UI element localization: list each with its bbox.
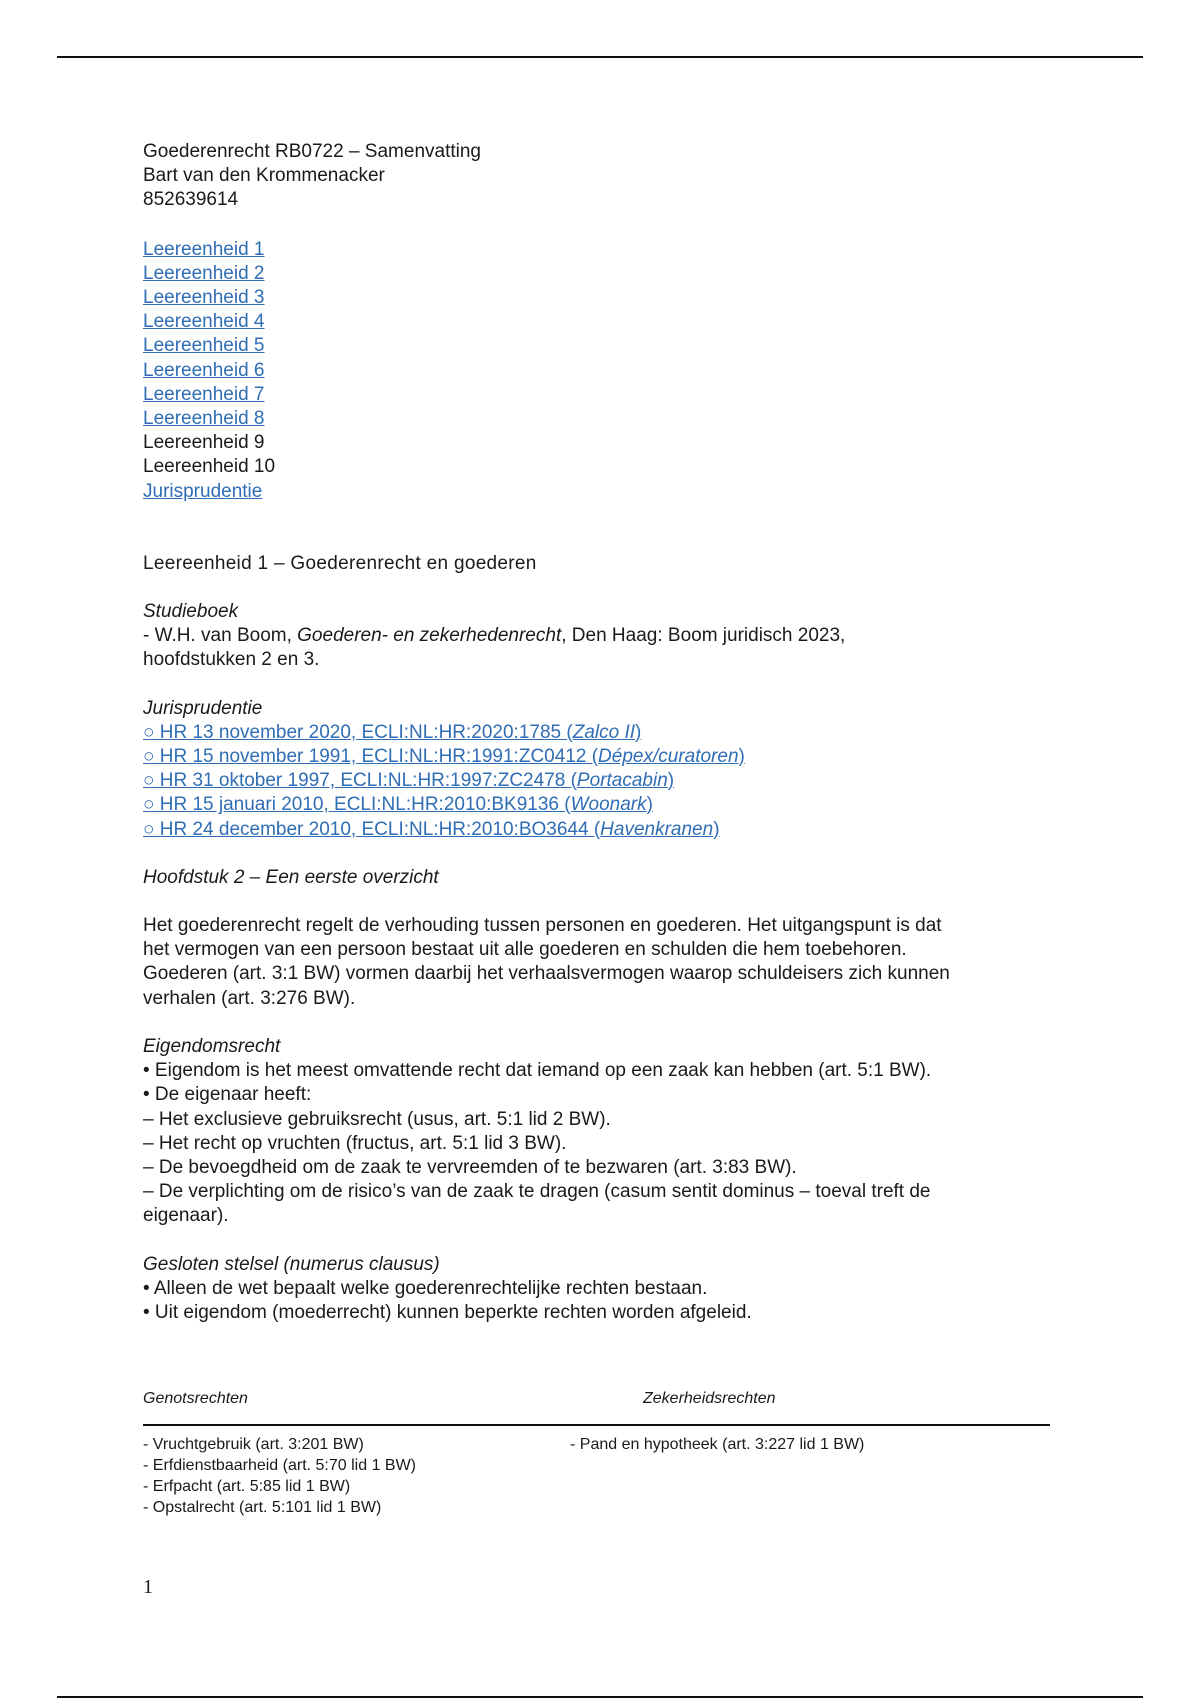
toc-link-leereenheid-8[interactable]: Leereenheid 8 [143,408,265,430]
case-name: Portacabin [576,770,668,792]
case-citation: ○ HR 15 januari 2010, ECLI:NL:HR:2010:BK9136 ( [143,794,571,816]
case-close: ) [738,746,745,768]
case-name: Zalco II [572,721,636,743]
rights-table [143,1390,1050,1516]
studieboek-heading: Studieboek [143,601,239,623]
intro-paragraph [143,914,1063,1011]
case-close: ) [635,721,642,743]
toc-link-leereenheid-2[interactable]: Leereenheid 2 [143,262,265,284]
case-link-woonark[interactable] [143,793,1063,817]
intro-line: Het goederenrecht regelt de verhouding tussen personen en goederen. Het uitgangspunt is dat [143,915,942,937]
case-close: ) [667,770,675,792]
top-rule [57,56,1143,58]
student-number: 852639614 [143,189,239,211]
jurisprudentie-block [143,697,1063,842]
case-citation: ○ HR 24 december 2010, ECLI:NL:HR:2010:BO3644 ( [143,818,601,840]
genotsrechten-column [143,1434,416,1518]
gesloten-stelsel-block [143,1253,1063,1326]
table-cell: - Erfdienstbaarheid (art. 5:70 lid 1 BW) [143,1457,417,1474]
case-link-portacabin[interactable] [143,769,1063,793]
chapter-heading: Hoofdstuk 2 – Een eerste overzicht [143,866,439,888]
author-name: Bart van den Krommenacker [143,165,385,187]
intro-line: het vermogen van een persoon bestaat uit alle goederen en schulden die hem toebehoren. [143,939,907,961]
rights-table-header [143,1390,1050,1426]
jurisprudentie-heading: Jurisprudentie [143,697,263,719]
case-close: ) [646,794,653,816]
eigendomsrecht-line: • Eigendom is het meest omvattende recht dat iemand op een zaak kan hebben (art. 5:1 BW). [143,1060,932,1082]
case-name: Havenkranen [600,818,714,840]
toc-item-leereenheid-10: Leereenheid 10 [143,456,276,478]
gesloten-stelsel-heading: Gesloten stelsel (numerus clausus) [143,1253,440,1275]
document-body [143,140,1063,1325]
table-cell: - Vruchtgebruik (art. 3:201 BW) [143,1436,364,1453]
studieboek-reference [143,624,1063,648]
toc-link-jurisprudentie[interactable]: Jurisprudentie [143,480,263,502]
intro-line: Goederen (art. 3:1 BW) vormen daarbij het verhaalsvermogen waarop schuldeisers zich kunnen [143,963,950,985]
case-name: Dépex/curatoren [598,746,739,768]
eigendomsrecht-line: – De bevoegdheid om de zaak te vervreemden of te bezwaren (art. 3:83 BW). [143,1156,797,1178]
bottom-rule [57,1696,1143,1698]
case-link-depex-curatoren[interactable] [143,745,1063,769]
eigendomsrecht-line: • De eigenaar heeft: [143,1084,312,1106]
case-link-zalco-ii[interactable] [143,721,1063,745]
eigendomsrecht-line: – De verplichting om de risico’s van de zaak te dragen (casum sentit dominus – toeval treft de [143,1181,931,1203]
toc-link-leereenheid-1[interactable]: Leereenheid 1 [143,238,265,260]
toc-item-leereenheid-9: Leereenheid 9 [143,432,265,454]
case-citation: ○ HR 31 oktober 1997, ECLI:NL:HR:1997:ZC2478 ( [143,770,577,792]
studieboek-suffix: , Den Haag: Boom juridisch 2023, [561,625,846,647]
table-of-contents [143,238,1063,504]
eigendomsrecht-line: – Het exclusieve gebruiksrecht (usus, art. 5:1 lid 2 BW). [143,1108,611,1130]
doc-title: Goederenrecht RB0722 – Samenvatting [143,141,481,162]
table-cell: - Pand en hypotheek (art. 3:227 lid 1 BW) [570,1436,865,1453]
gesloten-stelsel-line: • Alleen de wet bepaalt welke goederenrechtelijke rechten bestaan. [143,1277,708,1299]
genotsrechten-header: Genotsrechten [143,1390,248,1407]
zekerheidsrechten-header: Zekerheidsrechten [643,1390,776,1407]
table-cell: - Opstalrecht (art. 5:101 lid 1 BW) [143,1499,382,1516]
gesloten-stelsel-line: • Uit eigendom (moederrecht) kunnen beperkte rechten worden afgeleid. [143,1301,752,1323]
studieboek-title: Goederen- en zekerhedenrecht [297,625,562,647]
page-number: 1 [143,1576,153,1598]
studieboek-block [143,600,1063,673]
case-citation: ○ HR 15 november 1991, ECLI:NL:HR:1991:ZC0412 ( [143,746,599,768]
toc-link-leereenheid-3[interactable]: Leereenheid 3 [143,287,265,309]
eigendomsrecht-line: eigenaar). [143,1205,229,1227]
toc-link-leereenheid-7[interactable]: Leereenheid 7 [143,383,265,405]
studieboek-line-2: hoofdstukken 2 en 3. [143,649,320,671]
studieboek-prefix: - W.H. van Boom, [143,625,298,647]
case-citation: ○ HR 13 november 2020, ECLI:NL:HR:2020:1785 ( [143,721,573,743]
table-cell: - Erfpacht (art. 5:85 lid 1 BW) [143,1478,351,1495]
case-link-havenkranen[interactable] [143,818,1063,842]
zekerheidsrechten-column [570,1434,864,1455]
section-heading: Leereenheid 1 – Goederenrecht en goederen [143,552,537,574]
case-name: Woonark [570,794,647,816]
case-close: ) [713,818,720,840]
intro-line: verhalen (art. 3:276 BW). [143,987,356,1009]
eigendomsrecht-block [143,1035,1063,1229]
toc-link-leereenheid-4[interactable]: Leereenheid 4 [143,311,265,333]
toc-link-leereenheid-5[interactable]: Leereenheid 5 [143,335,265,357]
toc-link-leereenheid-6[interactable]: Leereenheid 6 [143,359,265,381]
eigendomsrecht-heading: Eigendomsrecht [143,1035,281,1057]
eigendomsrecht-line: – Het recht op vruchten (fructus, art. 5:1 lid 3 BW). [143,1132,567,1154]
